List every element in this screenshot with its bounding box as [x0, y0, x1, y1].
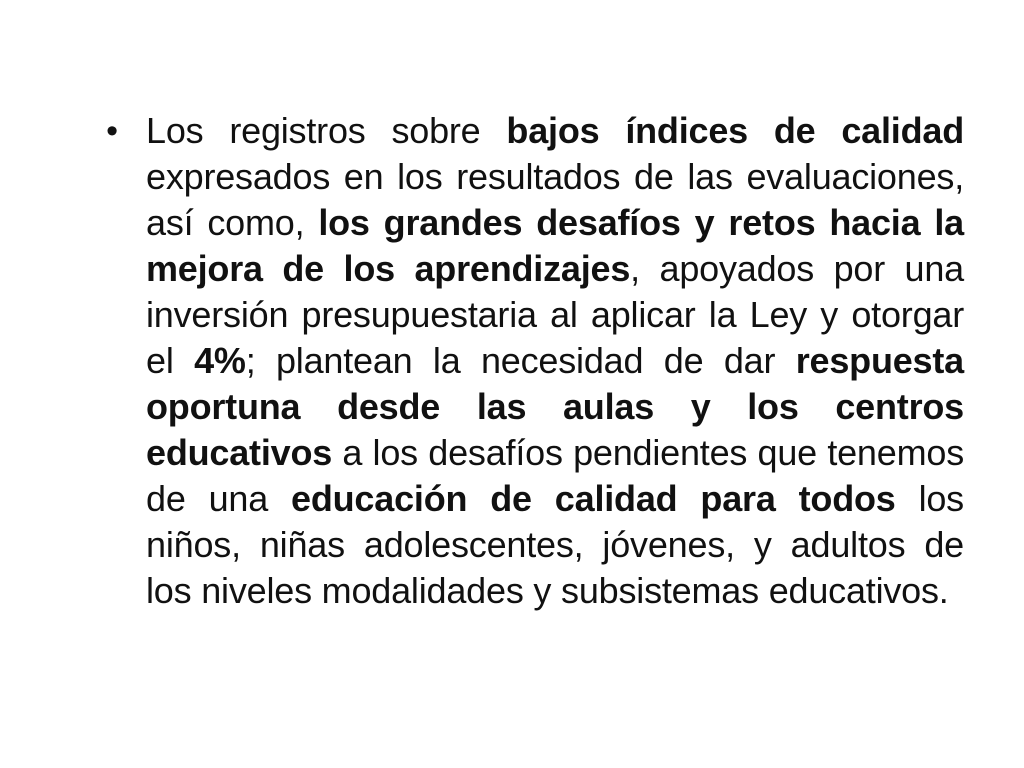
bullet-icon: • [106, 112, 118, 150]
text-segment-4-bold: los grandes desafíos y retos hacia la mejora de los aprendizajes [146, 202, 964, 289]
text-segment-10-bold: educación de calidad para todos [291, 478, 896, 519]
text-segment-8-bold: respuesta oportuna desde las aulas y los centros educativos [146, 340, 964, 473]
text-segment-5: , apoyados por una inversión presupuestaria al aplicar la Ley y otorgar el [146, 248, 964, 381]
text-segment-2-bold: bajos índices de calidad [506, 110, 964, 151]
text-segment-7: ; plantean la necesidad de dar [245, 340, 796, 381]
text-segment-11: los niños, niñas adolescentes, jóvenes, y adultos de los niveles modalidades y subsistemas educativos. [146, 478, 964, 611]
text-segment-1: Los registros sobre [146, 110, 507, 151]
bullet-item [100, 108, 964, 614]
bullet-list [100, 108, 964, 614]
text-segment-9: a los desafíos pendientes que tenemos de una [146, 432, 964, 519]
text-segment-3: expresados en los resultados de las evaluaciones, así como, [146, 156, 964, 243]
paragraph-text [146, 110, 964, 611]
text-segment-6-bold: 4% [194, 340, 246, 381]
